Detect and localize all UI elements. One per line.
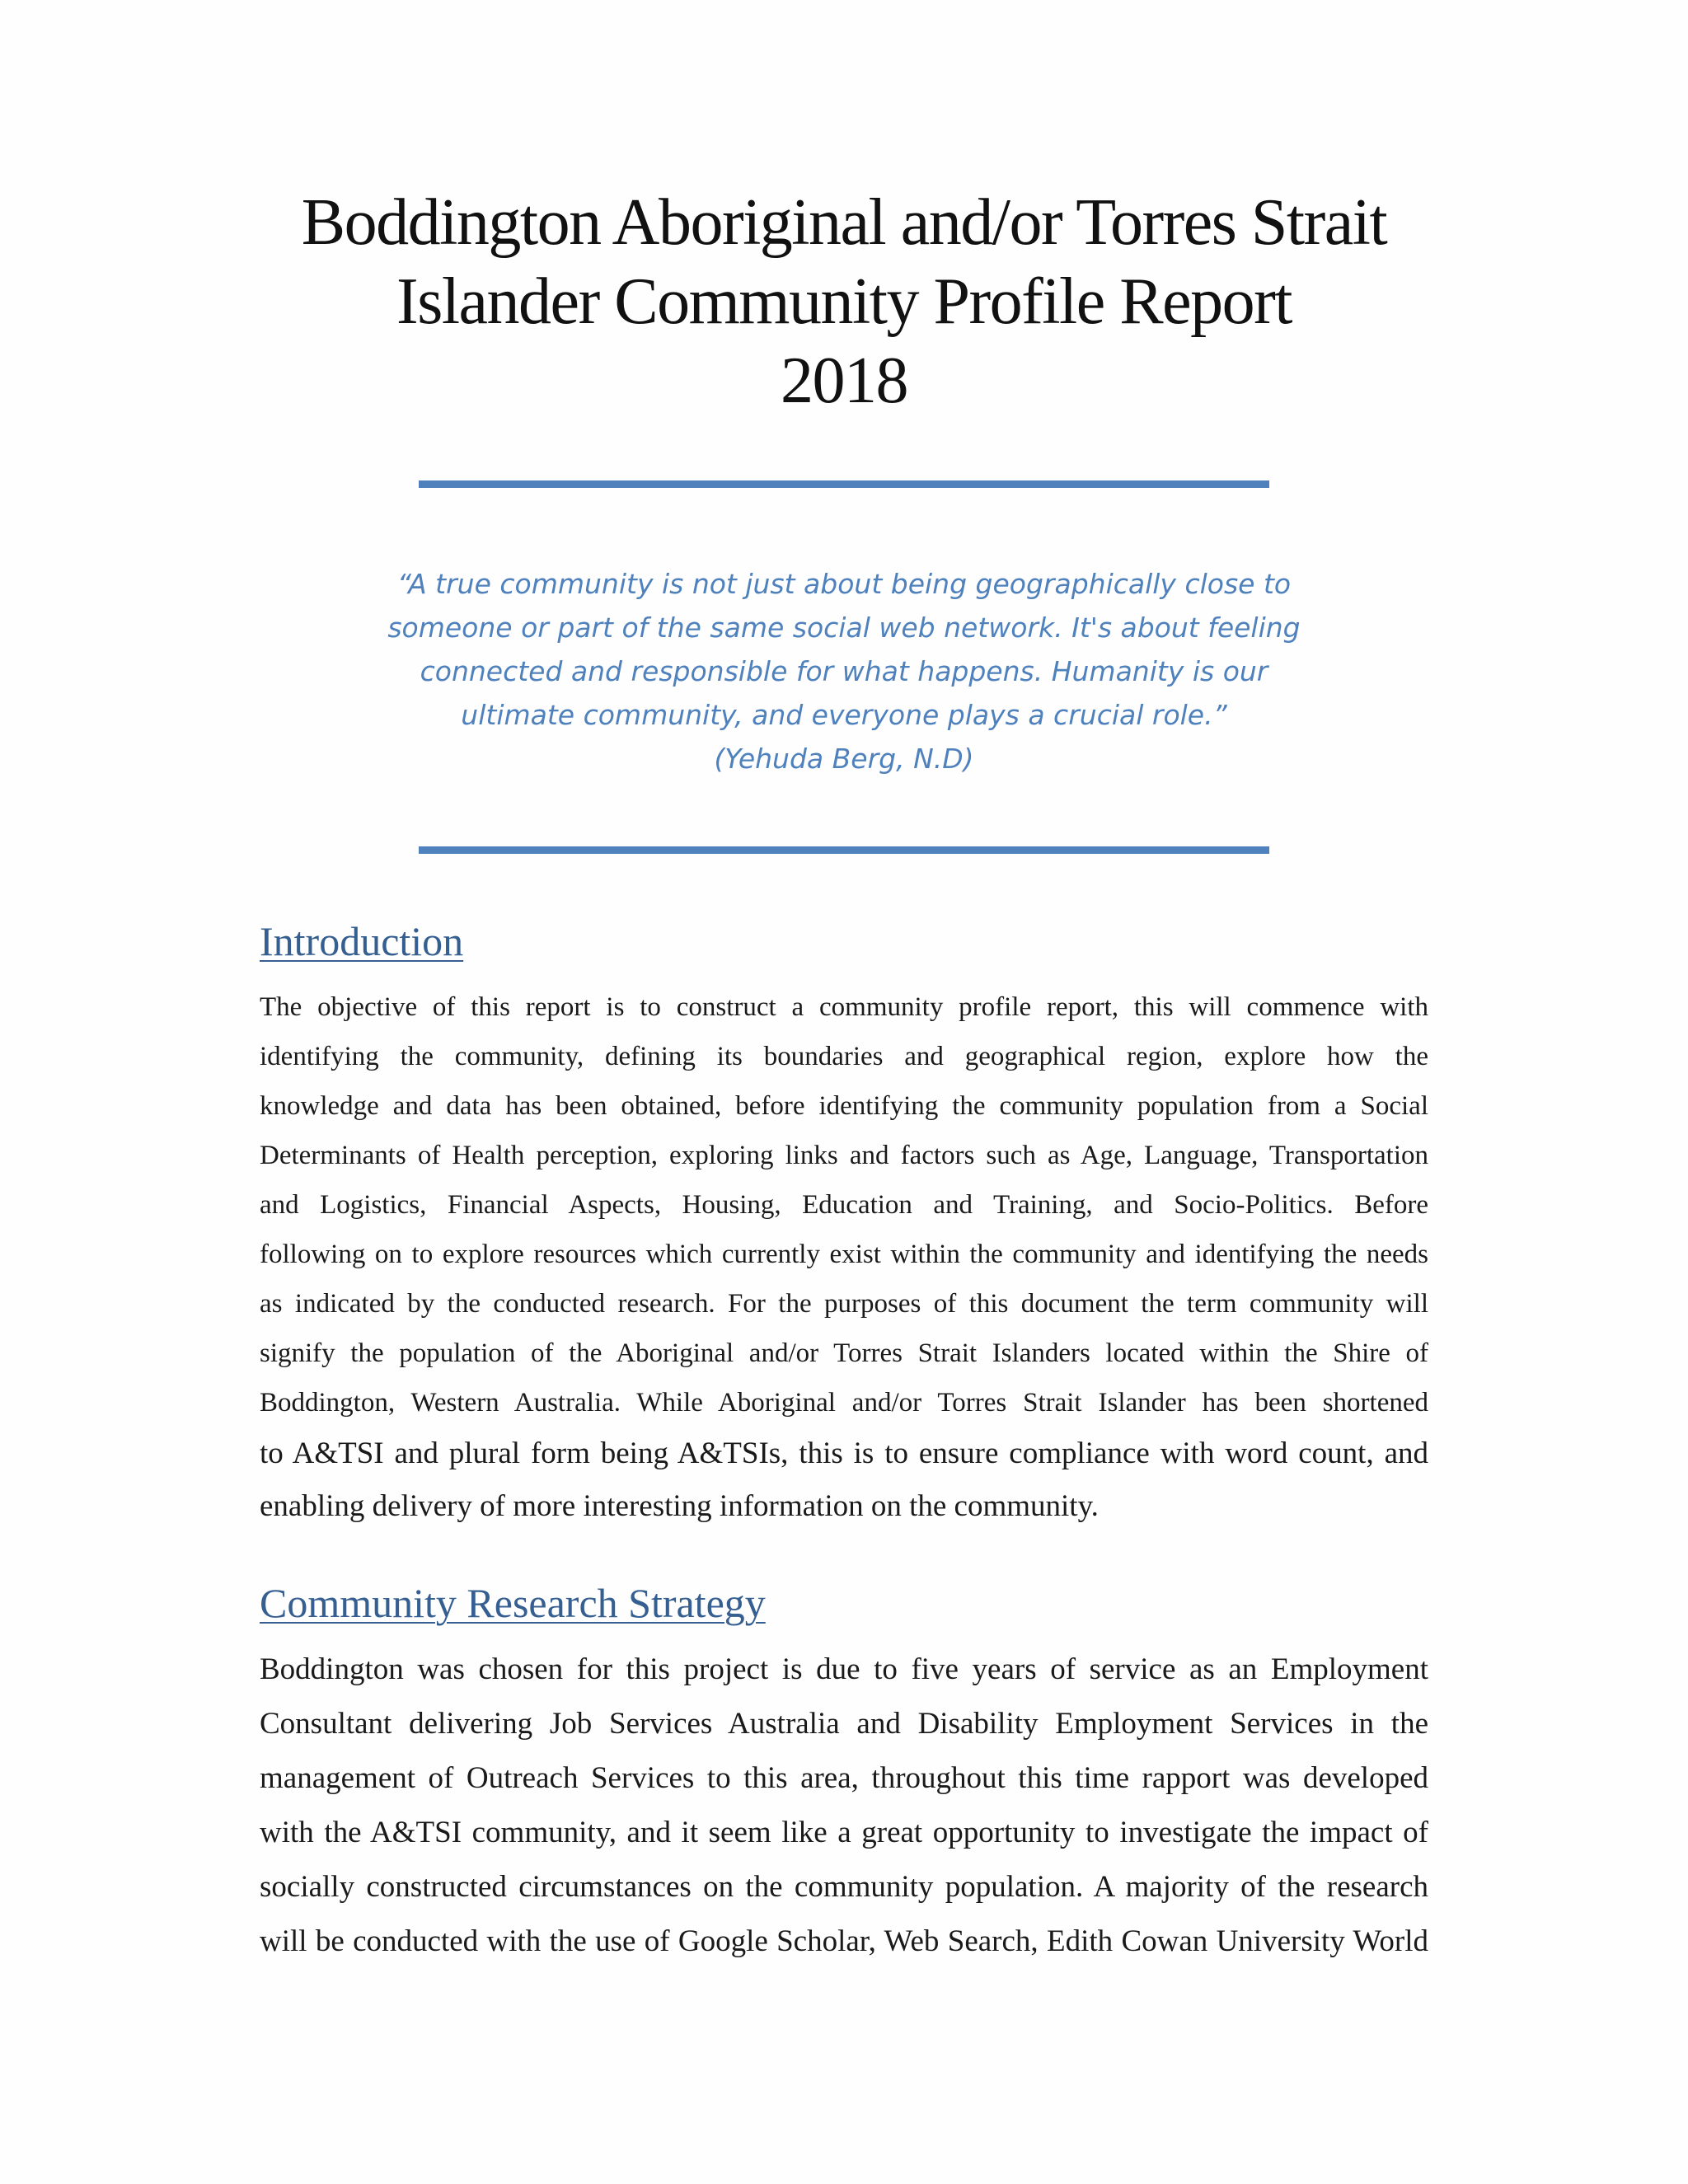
paragraph-line: management of Outreach Services to this area, throughout this time rapport was developed (260, 1761, 1428, 1795)
paragraph-line: as indicated by the conducted research. For the purposes of this document the term community will (260, 1289, 1428, 1319)
introduction-heading: Introduction (260, 918, 464, 964)
document-title (247, 183, 1441, 420)
paragraph-line: identifying the community, defining its boundaries and geographical region, explore how the (260, 1042, 1428, 1071)
paragraph-line: with the A&TSI community, and it seem like a great opportunity to investigate the impact of (260, 1816, 1428, 1849)
epigraph-quote (387, 562, 1301, 780)
paragraph-line: Boddington, Western Australia. While Aboriginal and/or Torres Strait Islander has been shortened (260, 1388, 1428, 1418)
title-line-3: 2018 (781, 344, 907, 417)
paragraph-line: Boddington was chosen for this project is due to five years of service as an Employment (260, 1652, 1428, 1686)
bottom-divider (419, 846, 1269, 854)
quote-line: connected and responsible for what happens. Humanity is our (420, 655, 1268, 687)
paragraph-line: to A&TSI and plural form being A&TSIs, this is to ensure compliance with word count, and (260, 1436, 1428, 1470)
paragraph-line: Consultant delivering Job Services Australia and Disability Employment Services in the (260, 1707, 1428, 1741)
paragraph-line: signify the population of the Aboriginal and/or Torres Strait Islanders located within the Shire of (260, 1338, 1428, 1368)
quote-line: someone or part of the same social web network. It's about feeling (387, 612, 1301, 644)
paragraph-line: The objective of this report is to construct a community profile report, this will commence with (260, 992, 1428, 1022)
top-divider (419, 480, 1269, 488)
paragraph-line: socially constructed circumstances on the community population. A majority of the research (260, 1870, 1428, 1904)
paragraph-line: enabling delivery of more interesting information on the community. (260, 1489, 1099, 1523)
paragraph-line: Determinants of Health perception, exploring links and factors such as Age, Language, Transportation (260, 1141, 1428, 1170)
paragraph-line: knowledge and data has been obtained, before identifying the community population from a Social (260, 1091, 1428, 1121)
quote-line: “A true community is not just about being geographically close to (396, 568, 1292, 600)
title-line-1: Boddington Aboriginal and/or Torres Strait (301, 186, 1387, 259)
introduction-paragraph (260, 982, 1428, 1533)
title-line-2: Islander Community Profile Report (396, 265, 1292, 338)
strategy-heading: Community Research Strategy (260, 1580, 766, 1626)
quote-attribution: (Yehuda Berg, N.D) (714, 743, 974, 775)
paragraph-line: will be conducted with the use of Google Scholar, Web Search, Edith Cowan University World (260, 1924, 1428, 1958)
paragraph-line: following on to explore resources which currently exist within the community and identifying the needs (260, 1240, 1428, 1269)
quote-line: ultimate community, and everyone plays a crucial role.” (461, 699, 1227, 731)
paragraph-line: and Logistics, Financial Aspects, Housing, Education and Training, and Socio-Politics. Before (260, 1190, 1428, 1220)
strategy-paragraph (260, 1643, 1428, 1969)
